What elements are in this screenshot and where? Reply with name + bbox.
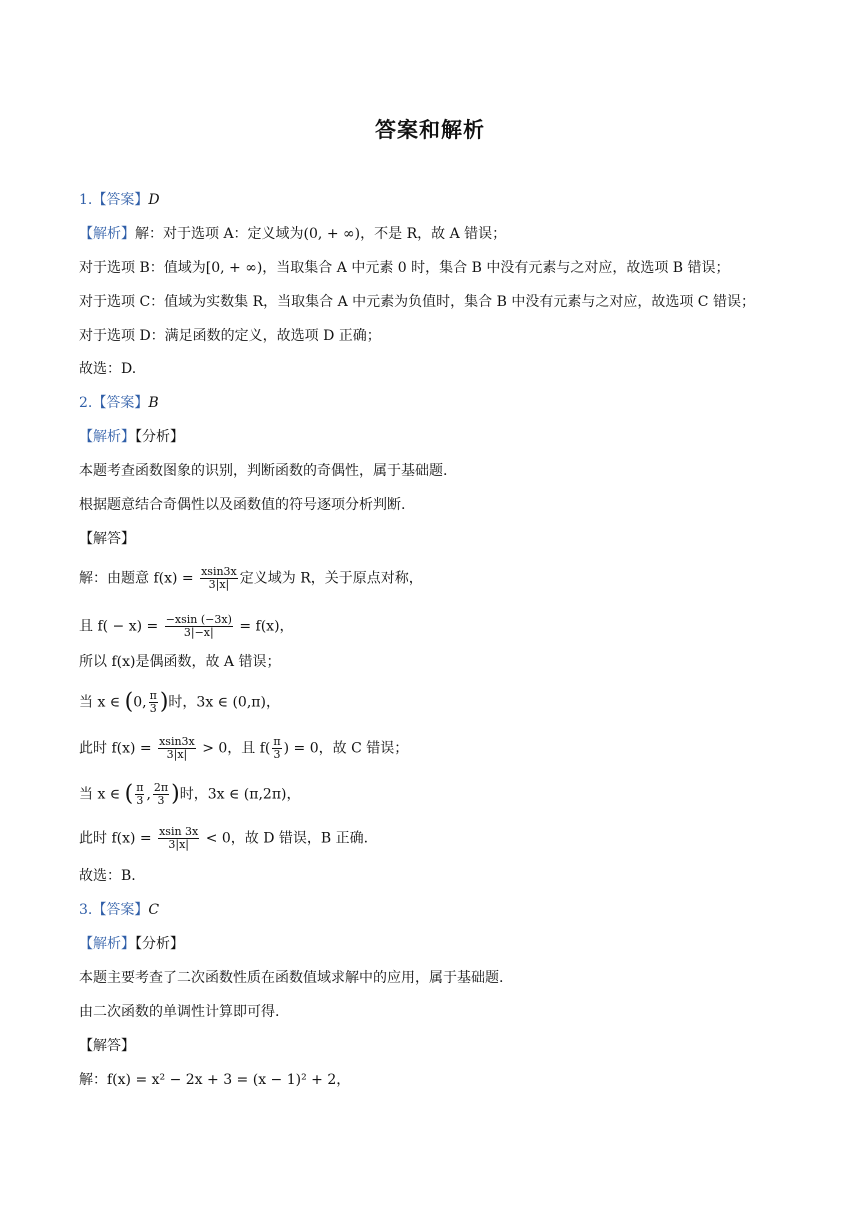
fraction-denominator: 3|−x| xyxy=(183,626,214,639)
q2-step-2 xyxy=(79,614,294,639)
fraction-numerator: 2π xyxy=(153,781,169,794)
q1-answer: D xyxy=(148,192,160,208)
q3-answer-line xyxy=(79,900,159,920)
q1-analysis-line-1 xyxy=(79,224,506,244)
q2-step-5-fraction-2 xyxy=(272,736,281,761)
q2-step-4-post: 时，3x ∈ (0,π)， xyxy=(168,694,280,711)
q2-step-5-post: ) = 0，故 C 错误； xyxy=(283,740,409,757)
q2-fenxi-tag: 【分析】 xyxy=(135,429,184,445)
q2-analysis-text-2: 根据题意结合奇偶性以及函数值的符号逐项分析判断. xyxy=(79,497,406,513)
q2-step-7 xyxy=(79,826,368,851)
q2-step-5-pre: 此时 f(x) = xyxy=(79,740,152,757)
q1-answer-line xyxy=(79,190,160,210)
q2-analysis-text-1: 本题考查函数图象的识别，判断函数的奇偶性，属于基础题. xyxy=(79,463,448,479)
q2-answer-tag: 【答案】 xyxy=(92,395,149,411)
q1-analysis-line-4: 对于选项 D：满足函数的定义，故选项 D 正确； xyxy=(79,328,381,344)
q3-analysis-text-2: 由二次函数的单调性计算即可得. xyxy=(79,1004,280,1020)
q2-step-2-fraction xyxy=(165,614,233,639)
q2-step-5 xyxy=(79,736,408,761)
q3-fenxi-tag: 【分析】 xyxy=(135,936,184,952)
fraction-denominator: 3|x| xyxy=(166,748,188,761)
q2-step-1-post: 定义域为 R，关于原点对称， xyxy=(239,570,423,587)
q2-step-3: 所以 f(x)是偶函数，故 A 错误； xyxy=(79,654,281,670)
fraction-numerator: −xsin (−3x) xyxy=(165,613,232,626)
q1-conclusion: 故选：D. xyxy=(79,361,137,377)
q1-analysis-line-2: 对于选项 B：值域为[0, + ∞)，当取集合 A 中元素 0 时，集合 B 中没有元素与之对应，故选项 B 错误； xyxy=(79,260,730,276)
q2-step-5-mid: > 0，且 f( xyxy=(202,740,271,757)
fraction-numerator: xsin3x xyxy=(159,735,195,748)
q3-jieda-tag: 【解答】 xyxy=(79,1038,135,1054)
fraction-numerator: xsin 3x xyxy=(159,825,199,838)
fraction-denominator: 3 xyxy=(149,702,157,715)
q1-text-1: 解：对于选项 A：定义域为(0, + ∞)，不是 R，故 A 错误； xyxy=(135,226,507,242)
fraction-denominator: 3 xyxy=(157,794,165,807)
q1-answer-tag: 【答案】 xyxy=(92,192,149,208)
q3-answer-tag: 【答案】 xyxy=(92,902,149,918)
fraction-numerator: π xyxy=(273,735,281,748)
q2-analysis-header xyxy=(79,427,184,447)
q2-step-1-pre: 解：由题意 f(x) = xyxy=(79,570,194,587)
q2-jieda-tag: 【解答】 xyxy=(79,531,135,547)
q2-step-2-post: = f(x)， xyxy=(239,618,294,635)
fraction-denominator: 3|x| xyxy=(168,838,189,851)
q3-analysis-header xyxy=(79,934,184,954)
q2-analysis-tag: 【解析】 xyxy=(79,429,135,445)
fraction-numerator: xsin3x xyxy=(201,565,237,578)
q2-step-2-pre: 且 f( − x) = xyxy=(79,618,159,635)
fraction-numerator: π xyxy=(136,781,144,794)
q2-conclusion: 故选：B. xyxy=(79,868,136,884)
q2-step-4-pre: 当 x ∈ xyxy=(79,694,121,711)
q2-number: 2. xyxy=(79,395,93,411)
q2-step-1-fraction xyxy=(200,566,238,591)
q2-step-4-fraction xyxy=(149,690,158,715)
q2-step-6-fraction-1 xyxy=(135,782,144,807)
q3-step-1: 解：f(x) = x² − 2x + 3 = (x − 1)² + 2， xyxy=(79,1072,351,1088)
q3-analysis-text-1: 本题主要考查了二次函数性质在函数值域求解中的应用，属于基础题. xyxy=(79,970,504,986)
q2-step-1 xyxy=(79,566,423,591)
fraction-denominator: 3 xyxy=(136,794,144,807)
q2-step-4-interval-start: 0, xyxy=(133,694,147,711)
q3-answer: C xyxy=(148,902,160,918)
q2-step-7-pre: 此时 f(x) = xyxy=(79,830,152,847)
fraction-numerator: π xyxy=(149,689,157,702)
q2-step-6-pre: 当 x ∈ xyxy=(79,786,121,803)
q2-step-7-post: < 0，故 D 错误，B 正确. xyxy=(205,830,369,847)
q2-step-4: 当 x ∈ (0, $\frac{\pi}{3}$ )时，3x ∈ (0,π)， xyxy=(79,689,280,715)
q2-step-6: 当 x ∈ ( $\frac{\pi}{3}$ , $\frac{2\pi}{3}$ )时，3x ∈ (π,2π)， xyxy=(79,781,301,807)
q3-number: 3. xyxy=(79,902,93,918)
q2-step-6-post: 时，3x ∈ (π,2π)， xyxy=(179,786,301,803)
q2-step-5-fraction xyxy=(158,736,196,761)
q2-step-6-fraction-2 xyxy=(153,782,169,807)
q3-analysis-tag: 【解析】 xyxy=(79,936,135,952)
q2-step-7-fraction xyxy=(158,826,199,851)
fraction-denominator: 3 xyxy=(273,748,281,761)
q1-analysis-tag: 【解析】 xyxy=(79,226,135,242)
q1-analysis-line-3: 对于选项 C：值域为实数集 R，当取集合 A 中元素为负值时，集合 B 中没有元素与之对应，故选项 C 错误； xyxy=(79,294,755,310)
q2-answer: B xyxy=(148,395,159,411)
q2-answer-line xyxy=(79,393,159,413)
q1-number: 1. xyxy=(79,192,93,208)
fraction-denominator: 3|x| xyxy=(208,578,230,591)
page-title: 答案和解析 xyxy=(375,118,485,142)
